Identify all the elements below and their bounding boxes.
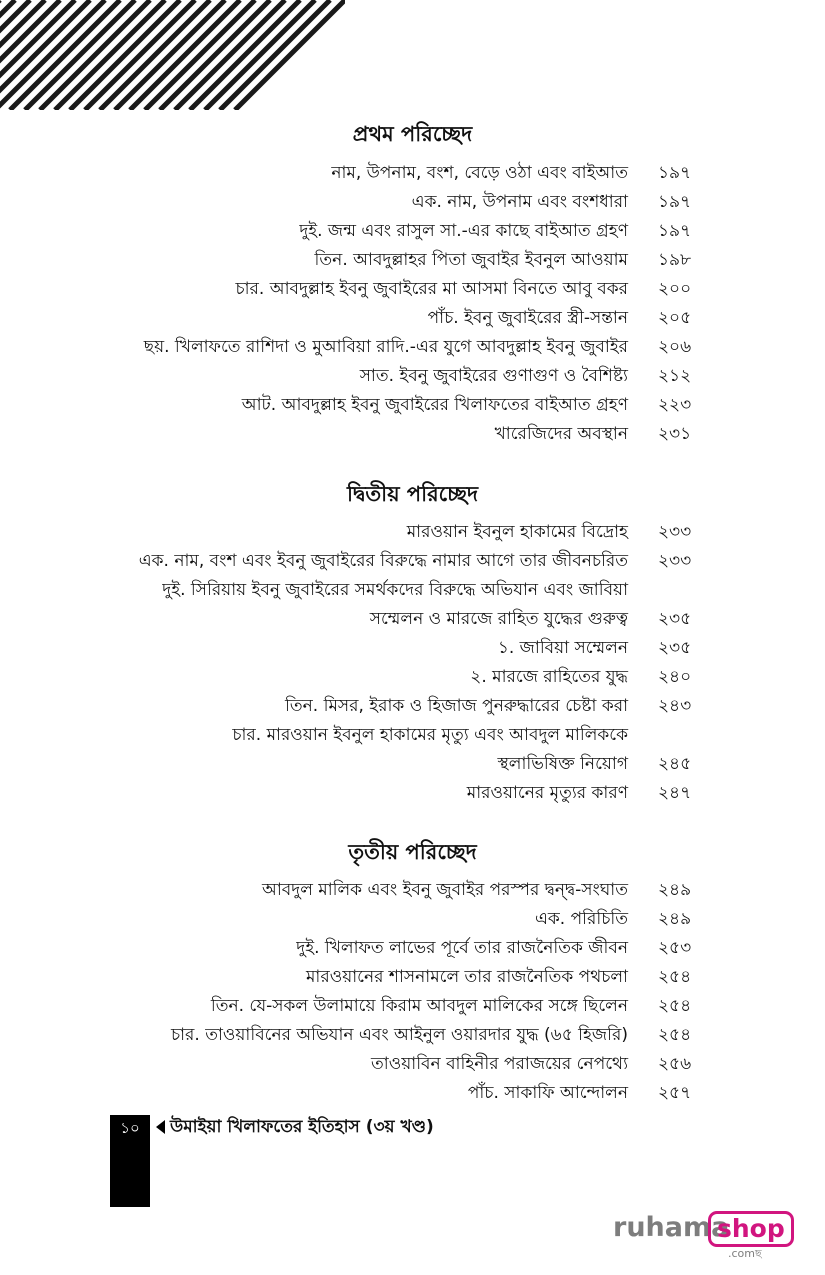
toc-entry <box>0 304 825 333</box>
entry-page: ২৪৯ <box>658 909 692 929</box>
running-footer-title: উমাইয়া খিলাফতের ইতিহাস (৩য় খণ্ড) <box>170 1117 434 1137</box>
entry-title: আবদুল মালিক এবং ইবনু জুবাইর পরস্পর দ্বন্দ্ব-সংঘাত <box>261 880 628 900</box>
page-number: ১০ <box>120 1119 140 1137</box>
section-heading: তৃতীয় পরিচ্ছেদ <box>348 840 477 864</box>
brand-shop-badge: shop <box>708 1211 794 1247</box>
toc-entry <box>0 779 825 808</box>
entry-title: পাঁচ. ইবনু জুবাইরের স্ত্রী-সন্তান <box>427 308 628 328</box>
toc-entry <box>0 721 825 750</box>
entry-page: ২৫৪ <box>658 1025 692 1045</box>
entry-title: তিন. যে-সকল উলামায়ে কিরাম আবদুল মালিকের সঙ্গে ছিলেন <box>210 996 628 1016</box>
toc-entry <box>0 159 825 188</box>
entry-title: দুই. সিরিয়ায় ইবনু জুবাইরের সমর্থকদের বিরুদ্ধে অভিযান এবং জাবিয়া <box>162 580 628 600</box>
toc-entry <box>0 634 825 663</box>
entry-title: দুই. জন্ম এবং রাসুল সা.-এর কাছে বাইআত গ্রহণ <box>299 221 628 241</box>
toc-entry <box>0 1079 825 1108</box>
toc-entry <box>0 217 825 246</box>
toc-entry <box>0 518 825 547</box>
section-heading: প্রথম পরিচ্ছেদ <box>352 122 473 146</box>
entry-page: ২৫৪ <box>658 996 692 1016</box>
entry-page: ২৩৫ <box>658 638 692 658</box>
entry-page: ১৯৭ <box>658 163 692 183</box>
toc-entry <box>0 333 825 362</box>
entry-page: ২৩৫ <box>658 609 692 629</box>
entry-title: তিন. মিসর, ইরাক ও হিজাজ পুনরুদ্ধারের চেষ্টা করা <box>285 696 628 716</box>
entry-title: এক. নাম, উপনাম এবং বংশধারা <box>411 192 628 212</box>
entry-page: ২০৫ <box>658 308 692 328</box>
entry-page: ১৯৮ <box>658 250 692 270</box>
triangle-left-icon <box>156 1120 165 1134</box>
entry-page: ২১২ <box>658 366 692 386</box>
toc-entry <box>0 876 825 905</box>
entry-page: ২৪০ <box>658 667 692 687</box>
entry-title: সম্মেলন ও মারজে রাহিত যুদ্ধের গুরুত্ব <box>369 609 628 629</box>
entry-page: ২৪৭ <box>658 783 692 803</box>
entry-title: মারওয়ানের মৃত্যুর কারণ <box>466 783 628 803</box>
toc-entry <box>0 605 825 634</box>
entry-page: ১৯৭ <box>658 192 692 212</box>
entry-page: ২০৬ <box>658 337 692 357</box>
entry-page: ২৪৫ <box>658 754 692 774</box>
entry-title: মারওয়ান ইবনুল হাকামের বিদ্রোহ <box>406 522 628 542</box>
entry-title: চার. মারওয়ান ইবনুল হাকামের মৃত্যু এবং আবদুল মালিককে <box>232 725 628 745</box>
toc-entry <box>0 1050 825 1079</box>
entry-page: ২৪৩ <box>658 696 692 716</box>
ruhamashop-watermark <box>613 1209 783 1259</box>
entry-title: তিন. আবদুল্লাহর পিতা জুবাইর ইবনুল আওয়াম <box>314 250 628 270</box>
entry-title: নাম, উপনাম, বংশ, বেড়ে ওঠা এবং বাইআত <box>331 163 628 183</box>
toc-entry <box>0 188 825 217</box>
entry-title: মারওয়ানের শাসনামলে তার রাজনৈতিক পথচলা <box>305 967 628 987</box>
entry-title: ২. মারজে রাহিতের যুদ্ধ <box>470 667 628 687</box>
entry-page: ২৫৪ <box>658 967 692 987</box>
entry-title: তাওয়াবিন বাহিনীর পরাজয়ের নেপথ্যে <box>371 1054 628 1074</box>
entry-page: ২৩১ <box>658 424 692 444</box>
entry-title: চার. তাওয়াবিনের অভিযান এবং আইনুল ওয়ারদার যুদ্ধ (৬৫ হিজরি) <box>170 1025 628 1045</box>
entry-title: ১. জাবিয়া সম্মেলন <box>497 638 628 658</box>
brand-domain: .comছ <box>728 1247 762 1260</box>
toc-entry <box>0 905 825 934</box>
entry-page: ২৫৬ <box>658 1054 692 1074</box>
toc-entry <box>0 663 825 692</box>
entry-title: ছয়. খিলাফতে রাশিদা ও মুআবিয়া রাদি.-এর যুগে আবদুল্লাহ ইবনু জুবাইর <box>143 337 628 357</box>
toc-entry <box>0 934 825 963</box>
entry-title: সাত. ইবনু জুবাইরের গুণাগুণ ও বৈশিষ্ট্য <box>359 366 628 386</box>
entry-title: এক. পরিচিতি <box>534 909 628 929</box>
entry-page: ২৫৩ <box>658 938 692 958</box>
section-heading: দ্বিতীয় পরিচ্ছেদ <box>346 482 479 506</box>
entry-page: ২৪৯ <box>658 880 692 900</box>
entry-title: খারেজিদের অবস্থান <box>494 424 628 444</box>
toc-entry <box>0 391 825 420</box>
toc-entry <box>0 275 825 304</box>
toc-entry <box>0 1021 825 1050</box>
entry-page: ২০০ <box>658 279 692 299</box>
entry-title: স্থলাভিষিক্ত নিয়োগ <box>497 754 628 774</box>
entry-page: ২৩৩ <box>658 551 692 571</box>
toc-entry <box>0 576 825 605</box>
entry-title: আট. আবদুল্লাহ ইবনু জুবাইরের খিলাফতের বাইআত গ্রহণ <box>241 395 628 415</box>
diagonal-stripes-decoration <box>0 0 345 110</box>
brand-name: ruhama <box>613 1212 730 1243</box>
toc-entry <box>0 963 825 992</box>
toc-entry <box>0 246 825 275</box>
toc-entry <box>0 420 825 449</box>
toc-entry <box>0 750 825 779</box>
toc-entry <box>0 992 825 1021</box>
toc-entry <box>0 692 825 721</box>
entry-page: ১৯৭ <box>658 221 692 241</box>
entry-page: ২২৩ <box>658 395 692 415</box>
toc-entry <box>0 362 825 391</box>
entry-page: ২৩৩ <box>658 522 692 542</box>
toc-entry <box>0 547 825 576</box>
entry-title: এক. নাম, বংশ এবং ইবনু জুবাইরের বিরুদ্ধে নামার আগে তার জীবনচরিত <box>138 551 628 571</box>
entry-title: দুই. খিলাফত লাভের পূর্বে তার রাজনৈতিক জীবন <box>296 938 628 958</box>
entry-title: পাঁচ. সাকাফি আন্দোলন <box>467 1083 628 1103</box>
entry-title: চার. আবদুল্লাহ ইবনু জুবাইরের মা আসমা বিনতে আবু বকর <box>235 279 628 299</box>
entry-page: ২৫৭ <box>658 1083 692 1103</box>
